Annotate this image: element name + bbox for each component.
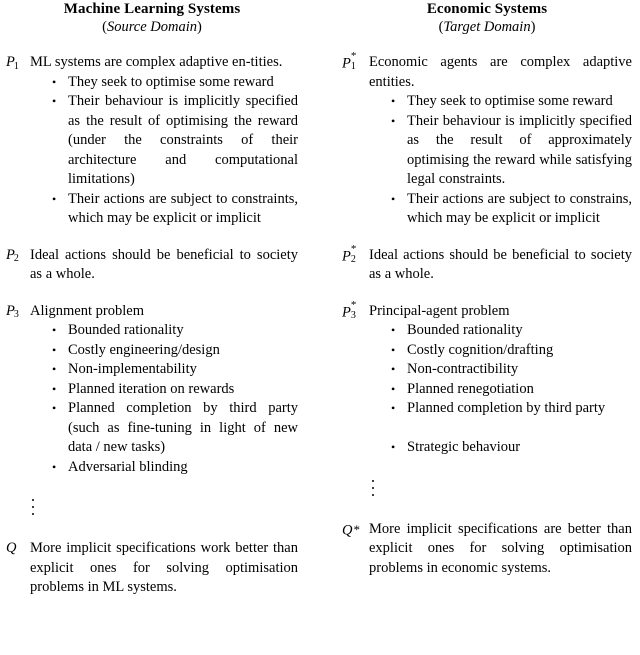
bullet-list-p1-star-target — [369, 92, 632, 229]
list-item: • Costly engineering/design — [52, 341, 298, 361]
column-subtitle-source-text: Source Domain — [106, 19, 198, 35]
proposition-text-p2-star-target: Ideal actions should be beneficial to society as a whole. — [369, 246, 632, 282]
bullet-list-p3-source — [30, 321, 298, 477]
column-title-source: Machine Learning Systems — [63, 1, 241, 17]
list-item: • Their behaviour is implicitly specified as the result of approximately optimising the reward while satisfying legal constraints. — [391, 112, 632, 190]
column-target-domain — [320, 0, 640, 598]
column-title-target: Economic Systems — [426, 1, 548, 17]
ellipsis-dot — [372, 487, 374, 489]
list-item: • Their actions are subject to constrains, which may be explicit or implicit — [391, 190, 632, 229]
proposition-label-p3-star-target: P * 3 — [342, 298, 357, 321]
list-item: • Planned completion by third party — [391, 399, 632, 419]
conclusion-label-q-source: Q — [6, 540, 17, 556]
list-item: • Planned renegotiation — [391, 380, 632, 400]
proposition-label-p1-source: $P_1$ — [6, 54, 19, 72]
proposition-p3-source — [6, 302, 298, 478]
column-subtitle-target-text: Target Domain — [443, 19, 531, 35]
column-heading-source — [6, 0, 298, 36]
conclusion-text-q-star-target: More implicit specifications are better than explicit ones for solving optimisation problems in economic systems. — [369, 520, 632, 576]
list-item: • Bounded rationality — [52, 321, 298, 341]
list-item: • Bounded rationality — [391, 321, 632, 341]
list-item: • They seek to optimise some reward — [52, 73, 298, 93]
column-heading-target — [342, 0, 632, 36]
list-item: • Planned iteration on rewards — [52, 380, 298, 400]
ellipsis-dot — [32, 513, 34, 515]
list-item: • Non-contractibility — [391, 360, 632, 380]
column-subtitle-source: (Source Domain) — [102, 19, 202, 35]
list-item: • Their behaviour is implicitly specified as the result of optimising the reward (under the constraints of their architecture and computational limitations) — [52, 92, 298, 190]
list-item: • Adversarial blinding — [52, 458, 298, 478]
proposition-label-p1-star-target: P * 1 — [342, 50, 357, 73]
conclusion-text-q-source: More implicit specifications work better than explicit ones for solving optimisation problems in ML systems. — [30, 540, 298, 595]
ellipsis-dot — [372, 480, 374, 482]
proposition-label-p3-source: $P_3$ — [6, 302, 19, 321]
conclusion-q-star-target — [342, 520, 632, 579]
proposition-p2-source — [6, 246, 298, 285]
ellipsis-dot — [372, 494, 374, 496]
proposition-p2-star-target — [342, 242, 632, 285]
proposition-p1-star-target — [342, 50, 632, 229]
vertical-ellipsis-target — [342, 480, 632, 496]
ellipsis-dot — [32, 499, 34, 501]
proposition-label-p2-source: $P_2$ — [6, 246, 19, 265]
column-subtitle-target: (Target Domain) — [438, 19, 536, 35]
list-item: • Strategic behaviour — [391, 438, 632, 458]
conclusion-label-q-star-target: Q* — [342, 521, 360, 538]
list-item: • Non-implementability — [52, 360, 298, 380]
list-item: • Planned completion by third party (such as fine-tuning in light of new data / new tasks) — [52, 399, 298, 458]
ellipsis-dot — [32, 506, 34, 508]
proposition-text-p1-star-target: Economic agents are complex adaptive entities. — [369, 54, 632, 90]
proposition-text-p2-source: Ideal actions should be beneficial to society as a whole. — [30, 246, 298, 282]
proposition-p3-star-target — [342, 298, 632, 458]
proposition-text-p1-source: ML systems are complex adaptive en-tities. — [30, 54, 283, 70]
list-item: • They seek to optimise some reward — [391, 92, 632, 112]
list-item: • Costly cognition/drafting — [391, 341, 632, 361]
vertical-ellipsis-source — [6, 499, 298, 515]
proposition-text-p3-star-target: Principal-agent problem — [369, 302, 510, 319]
proposition-label-p2-star-target: P * 2 — [342, 242, 357, 265]
column-source-domain — [0, 0, 320, 598]
proposition-text-p3-source: Alignment problem — [30, 302, 144, 319]
list-item: • Their actions are subject to constraints, which may be explicit or implicit — [52, 190, 298, 229]
conclusion-q-source — [6, 539, 298, 598]
bullet-list-p3-star-target — [369, 321, 632, 458]
bullet-list-p1-source — [30, 73, 298, 229]
proposition-p1-source — [6, 53, 298, 229]
